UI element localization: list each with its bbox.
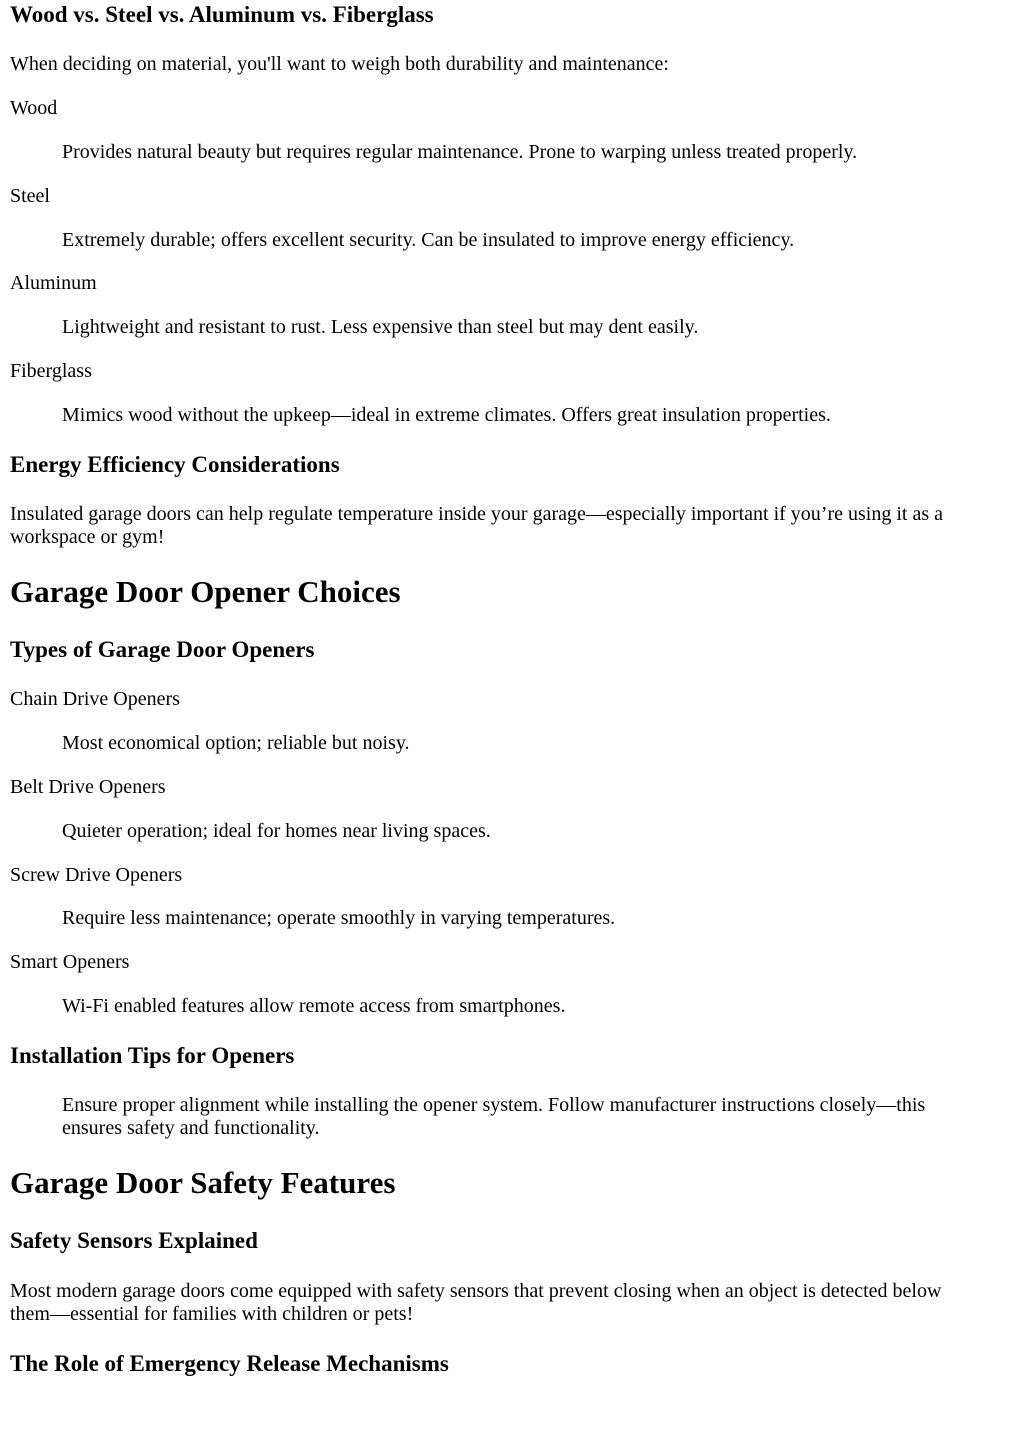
materials-heading: Wood vs. Steel vs. Aluminum vs. Fiberglass (10, 2, 434, 27)
desc-screw-drive: Require less maintenance; operate smoothly in varying temperatures. (62, 907, 616, 929)
install-heading: Installation Tips for Openers (10, 1043, 295, 1068)
desc-fiberglass: Mimics wood without the upkeep—ideal in extreme climates. Offers great insulation properties. (62, 404, 831, 426)
install-line1: Ensure proper alignment while installing the opener system. Follow manufacturer instructions closely—this (62, 1094, 926, 1116)
term-steel: Steel (10, 185, 50, 207)
sensors-body-line1: Most modern garage doors come equipped with safety sensors that prevent closing when an object is detected below (10, 1280, 942, 1302)
term-wood: Wood (10, 97, 58, 119)
term-fiberglass: Fiberglass (10, 360, 92, 382)
desc-belt-drive: Quieter operation; ideal for homes near living spaces. (62, 820, 491, 842)
opener-heading: Garage Door Opener Choices (10, 574, 401, 609)
desc-chain-drive: Most economical option; reliable but noisy. (62, 732, 410, 754)
desc-aluminum: Lightweight and resistant to rust. Less expensive than steel but may dent easily. (62, 316, 699, 338)
term-screw-drive: Screw Drive Openers (10, 864, 183, 886)
safety-heading: Garage Door Safety Features (10, 1165, 396, 1200)
term-chain-drive: Chain Drive Openers (10, 688, 180, 710)
release-heading: The Role of Emergency Release Mechanisms (10, 1351, 449, 1376)
term-smart-openers: Smart Openers (10, 951, 130, 973)
install-line2: ensures safety and functionality. (62, 1117, 320, 1139)
energy-heading: Energy Efficiency Considerations (10, 452, 340, 477)
opener-types-heading: Types of Garage Door Openers (10, 637, 315, 662)
desc-smart-openers: Wi-Fi enabled features allow remote access from smartphones. (62, 995, 566, 1017)
sensors-heading: Safety Sensors Explained (10, 1228, 258, 1253)
materials-intro: When deciding on material, you'll want to weigh both durability and maintenance: (10, 53, 669, 75)
sensors-body-line2: them—essential for families with children or pets! (10, 1303, 414, 1325)
term-belt-drive: Belt Drive Openers (10, 776, 166, 798)
desc-wood: Provides natural beauty but requires regular maintenance. Prone to warping unless treated properly. (62, 141, 858, 163)
term-aluminum: Aluminum (10, 272, 97, 294)
energy-body-line2: workspace or gym! (10, 526, 165, 548)
energy-body-line1: Insulated garage doors can help regulate temperature inside your garage—especially important if you’re using it as a (10, 503, 943, 525)
desc-steel: Extremely durable; offers excellent security. Can be insulated to improve energy efficiency. (62, 229, 795, 251)
